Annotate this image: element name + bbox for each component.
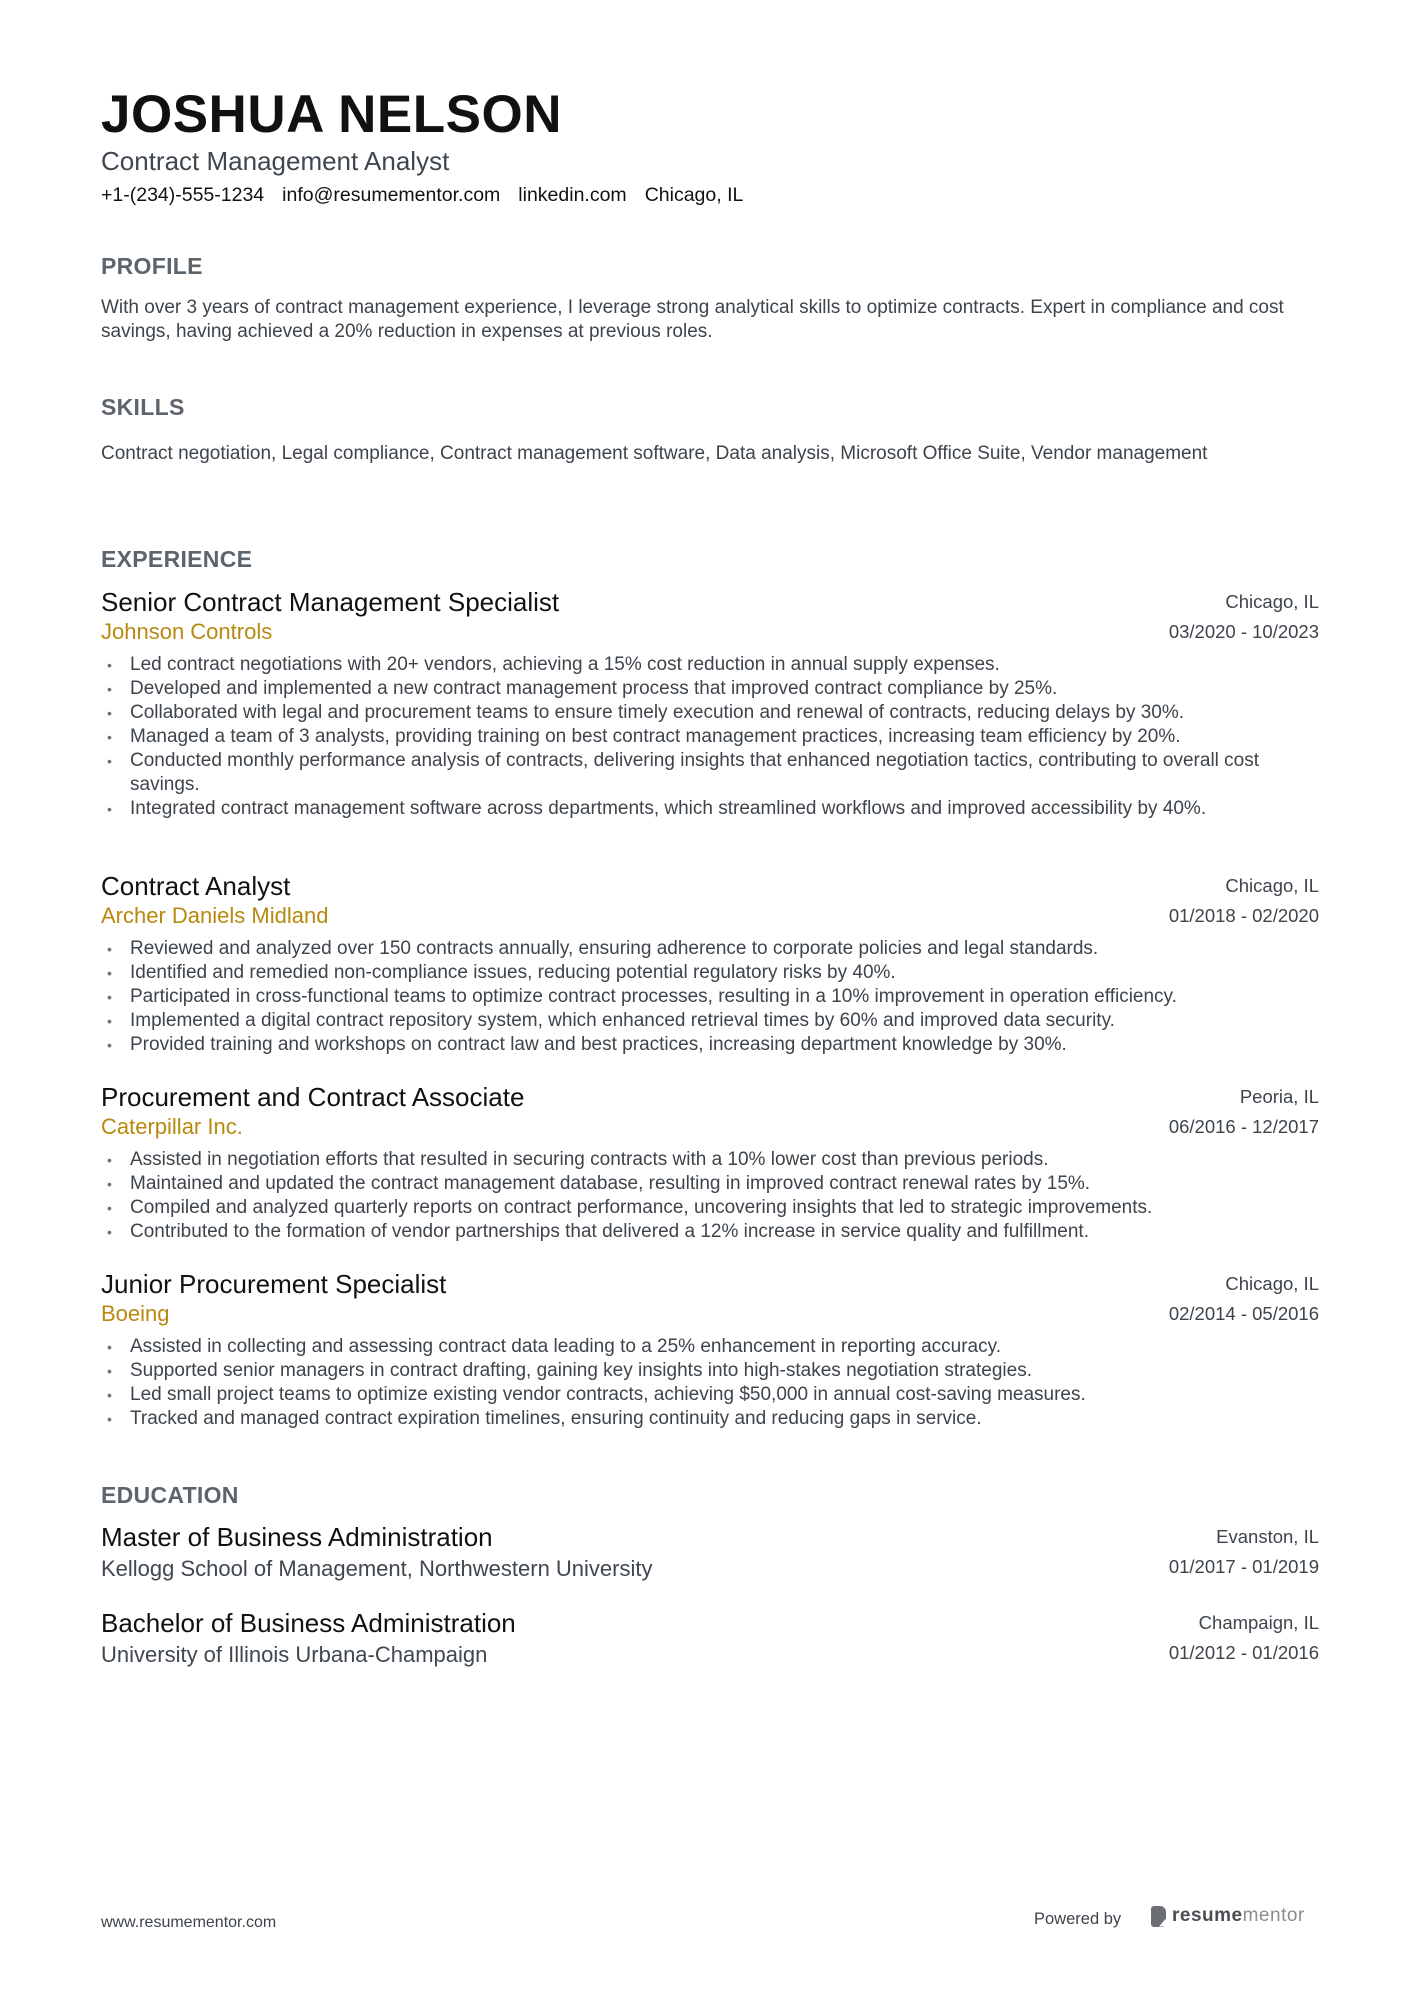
bullet-item: • Participated in cross-functional teams to optimize contract processes, resulting in a 10% improvement in operation efficiency. [107,986,1177,1007]
bullet-item: • Identified and remedied non-compliance issues, reducing potential regulatory risks by 40%. [107,962,896,983]
job-entry [101,1269,1319,1431]
bullet-dot-icon: • [107,1224,112,1240]
bullet-item: • Tracked and managed contract expiration timelines, ensuring continuity and reducing gaps in service. [107,1408,982,1429]
logo-wordmark: resumementor [1172,1905,1305,1926]
section-heading-profile: PROFILE [101,253,203,279]
bullet-item: • Maintained and updated the contract management database, resulting in improved contract renewal rates by 15%. [107,1173,1091,1194]
job-company: Johnson Controls [101,619,273,644]
education-degree: Master of Business Administration [101,1522,493,1552]
job-company: Boeing [101,1301,170,1326]
bullet-item: • Led small project teams to optimize existing vendor contracts, achieving $50,000 in annual cost-saving measures. [107,1384,1086,1405]
job-bullets [101,653,1319,821]
bullet-item: • Provided training and workshops on contract law and best practices, increasing department knowledge by 30%. [107,1034,1067,1055]
bullet-item: • Integrated contract management software across departments, which streamlined workflows and improved accessibility by 40%. [107,798,1207,819]
job-location: Chicago, IL [1225,1273,1319,1294]
job-bullets [101,1335,1319,1431]
bullet-dot-icon: • [107,1387,112,1403]
job-location: Peoria, IL [1239,1086,1319,1107]
job-location: Chicago, IL [1225,875,1319,896]
job-location: Chicago, IL [1225,591,1319,612]
job-dates: 06/2016 - 12/2017 [1168,1116,1319,1137]
bullet-item: • Contributed to the formation of vendor partnerships that delivered a 12% increase in service quality and fulfillment. [107,1221,1089,1242]
contact-phone: +1-(234)-555-1234 [101,184,265,206]
bullet-dot-icon: • [107,1339,112,1355]
job-title: Senior Contract Management Specialist [101,587,560,617]
bullet-item: • Developed and implemented a new contract management process that improved contract compliance by 25%. [107,678,1058,699]
job-title: Contract Analyst [101,871,291,901]
bullet-dot-icon: • [107,1176,112,1192]
bullet-item: • Compiled and analyzed quarterly reports on contract performance, uncovering insights that led to strategic improvements. [107,1197,1153,1218]
bullet-item: • Implemented a digital contract repository system, which enhanced retrieval times by 60% and improved data security. [107,1010,1115,1031]
contact-email[interactable]: info@resumementor.com [282,184,501,206]
candidate-title: Contract Management Analyst [101,146,450,176]
job-bullets [101,937,1319,1057]
bullet-item: • Reviewed and analyzed over 150 contracts annually, ensuring adherence to corporate policies and legal standards. [107,938,1099,959]
profile-text: With over 3 years of contract management experience, I leverage strong analytical skills to optimize contracts. Expert in compliance and cost savings, having achieved a 20% reduction in expenses at previous roles. [101,297,1284,342]
education-location: Evanston, IL [1216,1526,1319,1547]
bullet-dot-icon: • [107,729,112,745]
contact-line [101,184,743,207]
bullet-item: • Assisted in collecting and assessing contract data leading to a 25% enhancement in reporting accuracy. [107,1336,1001,1357]
bullet-dot-icon: • [107,1363,112,1379]
bullet-dot-icon: • [107,1037,112,1053]
education-dates: 01/2017 - 01/2019 [1168,1556,1319,1577]
job-title: Procurement and Contract Associate [101,1082,525,1112]
education-location: Champaign, IL [1198,1612,1319,1633]
section-heading-skills: SKILLS [101,394,185,420]
bullet-dot-icon: • [107,1411,112,1427]
bullet-dot-icon: • [107,681,112,697]
bullet-item: • Conducted monthly performance analysis of contracts, delivering insights that enhanced negotiation tactics, contributing to overall cost savings. [107,750,1260,795]
job-dates: 03/2020 - 10/2023 [1168,621,1319,642]
contact-location: Chicago, IL [644,184,744,206]
section-heading-education: EDUCATION [101,1482,239,1508]
bullet-item: • Led contract negotiations with 20+ vendors, achieving a 15% cost reduction in annual supply expenses. [107,654,1000,675]
job-entry [101,587,1319,821]
job-entry [101,1082,1319,1244]
footer-powered-by: Powered by [1034,1910,1122,1928]
education-school: Kellogg School of Management, Northwestern University [101,1556,653,1581]
bullet-dot-icon: • [107,1152,112,1168]
job-company: Archer Daniels Midland [101,903,329,928]
bullet-item: • Managed a team of 3 analysts, providing training on best contract management practices, increasing team efficiency by 20%. [107,726,1181,747]
bullet-dot-icon: • [107,753,112,769]
bullet-dot-icon: • [107,1200,112,1216]
contact-linkedin[interactable]: linkedin.com [518,184,627,206]
job-dates: 01/2018 - 02/2020 [1168,905,1319,926]
education-entry [101,1608,1319,1668]
bullet-dot-icon: • [107,941,112,957]
bullet-dot-icon: • [107,989,112,1005]
bullet-item: • Supported senior managers in contract drafting, gaining key insights into high-stakes negotiation strategies. [107,1360,1032,1381]
footer-url[interactable]: www.resumementor.com [101,1914,277,1931]
section-heading-experience: EXPERIENCE [101,546,253,572]
job-title: Junior Procurement Specialist [101,1269,447,1299]
bullet-item: • Assisted in negotiation efforts that resulted in securing contracts with a 10% lower cost than previous periods. [107,1149,1049,1170]
skills-text: Contract negotiation, Legal compliance, Contract management software, Data analysis, Microsoft Office Suite, Vendor management [101,443,1208,464]
job-dates: 02/2014 - 05/2016 [1168,1303,1319,1324]
bullet-dot-icon: • [107,705,112,721]
bullet-dot-icon: • [107,801,112,817]
education-degree: Bachelor of Business Administration [101,1608,516,1638]
education-dates: 01/2012 - 01/2016 [1168,1642,1319,1663]
resumementor-logo[interactable] [1151,1905,1305,1927]
bullet-dot-icon: • [107,965,112,981]
job-bullets [101,1148,1319,1244]
candidate-name: JOSHUA NELSON [101,85,562,144]
bullet-dot-icon: • [107,1013,112,1029]
education-school: University of Illinois Urbana-Champaign [101,1642,488,1667]
resumementor-logo-icon [1151,1906,1166,1927]
job-company: Caterpillar Inc. [101,1114,243,1139]
job-entry [101,871,1319,1057]
bullet-dot-icon: • [107,657,112,673]
bullet-item: • Collaborated with legal and procurement teams to ensure timely execution and renewal of contracts, reducing delays by 30%. [107,702,1185,723]
education-entry [101,1522,1319,1582]
